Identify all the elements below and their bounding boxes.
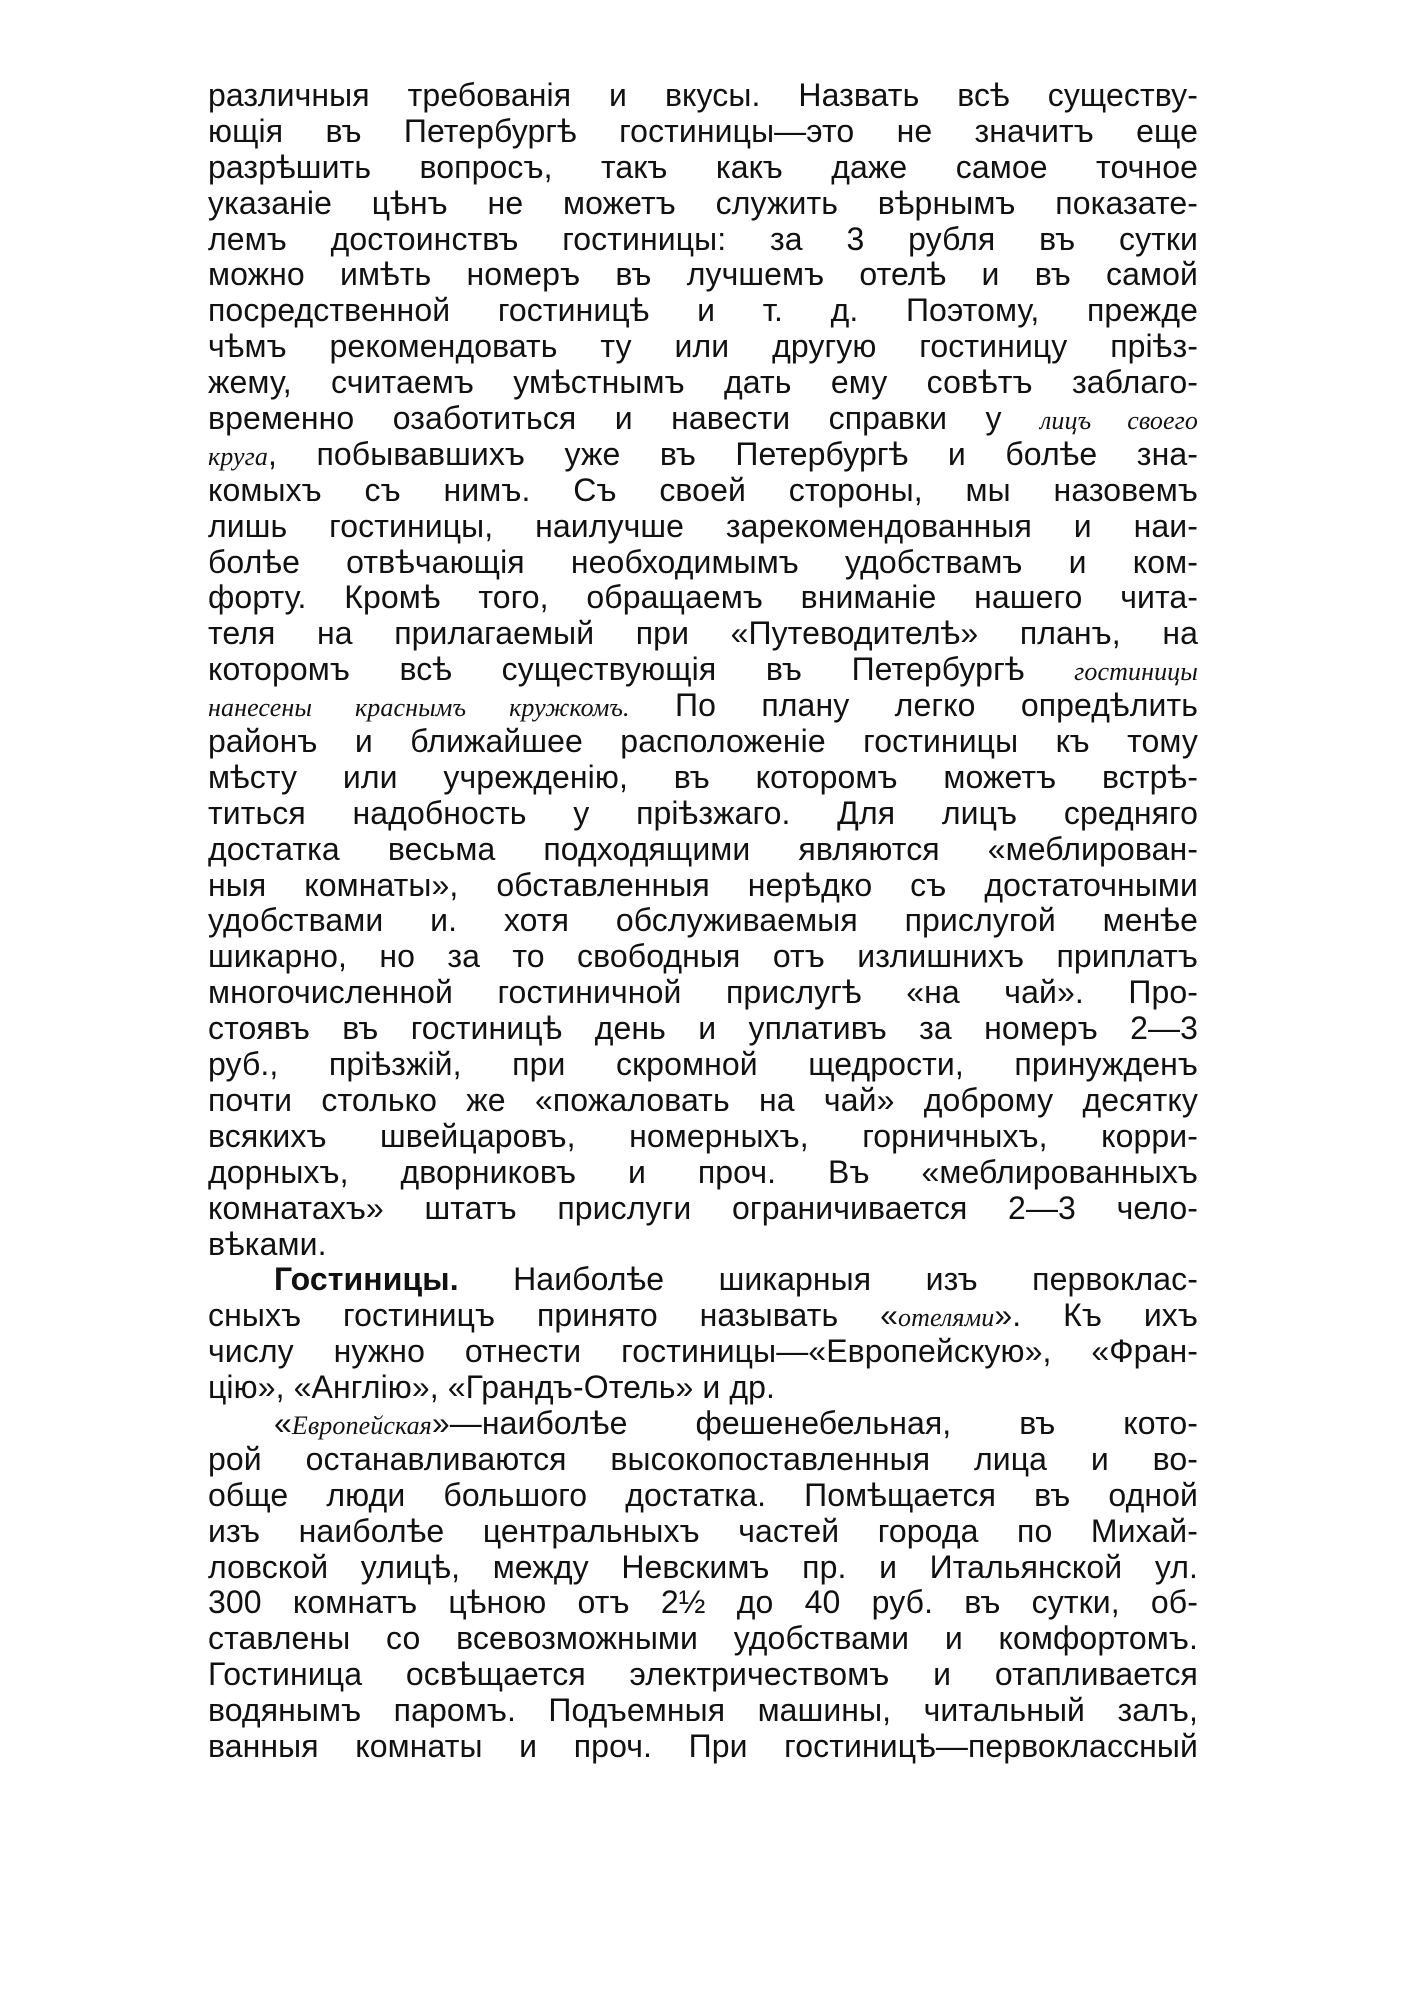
- text-run: стоявъ въ гостиницѣ день и уплативъ за номеръ 2—3: [208, 1010, 1198, 1047]
- text-run: теля на прилагаемый при «Путеводителѣ» планъ, на: [208, 615, 1198, 652]
- text-run: мѣсту или учрежденію, въ которомъ можетъ встрѣ-: [208, 758, 1198, 795]
- text-run: По плану легко опредѣлить: [629, 687, 1198, 724]
- text-line: [208, 1334, 1198, 1370]
- text-line: [208, 1693, 1198, 1729]
- text-run: почти столько же «пожаловать на чай» доброму десятку: [208, 1081, 1198, 1118]
- text-run: удобствами и. хотя обслуживаемыя прислугой менѣе: [208, 902, 1198, 939]
- text-run: титься надобность у пріѣзжаго. Для лицъ средняго: [208, 794, 1198, 831]
- italic-text: нанесены краснымъ кружкомъ.: [208, 693, 630, 723]
- text-run: ванныя комнаты и проч. При гостиницѣ—первоклассный: [208, 1727, 1198, 1764]
- text-line: [208, 401, 1198, 437]
- text-line: [208, 257, 1198, 293]
- italic-text: круга: [208, 441, 269, 471]
- text-run: временно озаботиться и навести справки у: [208, 400, 1040, 437]
- text-line: [208, 868, 1198, 904]
- text-line: [208, 1191, 1198, 1227]
- text-run: болѣе отвѣчающія необходимымъ удобствамъ и ком-: [208, 543, 1198, 580]
- text-line: [208, 150, 1198, 186]
- text-run: рой останавливаются высокопоставленныя лица и во-: [208, 1440, 1198, 1477]
- text-run: 300 комнатъ цѣною отъ 2½ до 40 руб. въ сутки, об-: [208, 1584, 1198, 1621]
- text-run: лишь гостиницы, наилучше зарекомендованныя и наи-: [208, 507, 1198, 544]
- text-run: Наиболѣе шикарныя изъ первоклас-: [458, 1261, 1198, 1298]
- text-run: цію», «Англію», «Грандъ-Отель» и др.: [208, 1369, 776, 1406]
- text-run: ныя комнаты», обставленныя нерѣдко съ достаточными: [208, 866, 1198, 903]
- text-line: [208, 796, 1198, 832]
- text-line: [208, 1047, 1198, 1083]
- text-line: [208, 1406, 1198, 1442]
- text-run: шикарно, но за то свободныя отъ излишнихъ приплатъ: [208, 938, 1198, 975]
- text-run: всякихъ швейцаровъ, номерныхъ, горничныхъ, корри-: [208, 1117, 1198, 1154]
- text-line: [208, 222, 1198, 258]
- text-run: числу нужно отнести гостиницы—«Европейскую», «Фран-: [208, 1333, 1198, 1370]
- text-line: [208, 329, 1198, 365]
- text-line: [208, 832, 1198, 868]
- text-run: Гостиница освѣщается электричествомъ и отапливается: [208, 1656, 1198, 1693]
- text-run: обще люди большого достатка. Помѣщается въ одной: [208, 1476, 1198, 1513]
- text-line: [208, 186, 1198, 222]
- text-line: [208, 1478, 1198, 1514]
- text-run: изъ наиболѣе центральныхъ частей города по Михай-: [208, 1512, 1198, 1549]
- text-run: комыхъ съ нимъ. Съ своей стороны, мы назовемъ: [208, 471, 1198, 508]
- text-run: районъ и ближайшее расположеніе гостиницы къ тому: [208, 723, 1198, 760]
- text-run: лемъ достоинствъ гостиницы: за 3 рубля въ сутки: [208, 220, 1198, 257]
- text-line: [208, 975, 1198, 1011]
- text-run: различныя требованія и вкусы. Назвать всѣ существу-: [208, 77, 1198, 113]
- text-line: [208, 114, 1198, 150]
- text-run: дорныхъ, дворниковъ и проч. Въ «меблированныхъ: [208, 1153, 1198, 1190]
- text-line: [208, 293, 1198, 329]
- text-run: посредственной гостиницѣ и т. д. Поэтому, прежде: [208, 292, 1198, 329]
- text-run: жему, считаемъ умѣстнымъ дать ему совѣтъ заблаго-: [208, 364, 1198, 401]
- text-line: [208, 1155, 1198, 1191]
- text-run: которомъ всѣ существующія въ Петербургѣ: [208, 651, 1075, 688]
- text-line: [208, 1227, 1198, 1263]
- text-line: [208, 1514, 1198, 1550]
- text-line: [208, 1011, 1198, 1047]
- text-run: сныхъ гостиницъ принято называть «: [208, 1297, 898, 1334]
- text-run: многочисленной гостиничной прислугѣ «на чай». Про-: [208, 974, 1198, 1011]
- text-run: ставлены со всевозможными удобствами и комфортомъ.: [208, 1620, 1198, 1657]
- text-line: [208, 1262, 1198, 1298]
- text-line: [208, 509, 1198, 545]
- bold-heading: Гостиницы.: [274, 1261, 459, 1298]
- text-run: разрѣшить вопросъ, такъ какъ даже самое точное: [208, 148, 1198, 185]
- text-line: [208, 1621, 1198, 1657]
- text-run: чѣмъ рекомендовать ту или другую гостиницу пріѣз-: [208, 328, 1198, 365]
- text-run: ющія въ Петербургѣ гостиницы—это не значитъ еще: [208, 112, 1198, 149]
- text-run: ». Къ ихъ: [994, 1297, 1198, 1334]
- text-line: [208, 616, 1198, 652]
- text-line: [208, 1657, 1198, 1693]
- text-line: [208, 1585, 1198, 1621]
- text-line: [208, 1442, 1198, 1478]
- text-run: »—наиболѣе фешенебельная, въ кото-: [431, 1404, 1198, 1441]
- text-run: , побывавшихъ уже въ Петербургѣ и болѣе зна-: [268, 435, 1198, 472]
- text-run: можно имѣть номеръ въ лучшемъ отелѣ и въ самой: [208, 256, 1198, 293]
- text-run: руб., пріѣзжій, при скромной щедрости, принужденъ: [208, 1046, 1198, 1083]
- text-line: [208, 365, 1198, 401]
- text-line: [208, 1550, 1198, 1586]
- text-run: ловской улицѣ, между Невскимъ пр. и Итальянской ул.: [208, 1548, 1198, 1585]
- text-line: [208, 580, 1198, 616]
- text-run: комнатахъ» штатъ прислуги ограничивается 2—3 чело-: [208, 1189, 1198, 1226]
- page-body: [208, 78, 1198, 1765]
- text-line: [208, 1119, 1198, 1155]
- text-line: [208, 437, 1198, 473]
- italic-text: отелями: [898, 1303, 995, 1333]
- text-run: достатка весьма подходящими являются «меблирован-: [208, 830, 1198, 867]
- text-run: указаніе цѣнъ не можетъ служить вѣрнымъ показате-: [208, 184, 1198, 221]
- text-run: форту. Кромѣ того, обращаемъ вниманіе нашего чита-: [208, 579, 1198, 616]
- text-line: [208, 1298, 1198, 1334]
- text-line: [208, 688, 1198, 724]
- text-line: [208, 903, 1198, 939]
- text-line: [208, 1729, 1198, 1765]
- text-line: [208, 545, 1198, 581]
- text-line: [208, 939, 1198, 975]
- text-line: [208, 1370, 1198, 1406]
- text-line: [208, 724, 1198, 760]
- text-line: [208, 78, 1198, 114]
- text-line: [208, 473, 1198, 509]
- text-run: водянымъ паромъ. Подъемныя машины, читальный залъ,: [208, 1692, 1198, 1729]
- text-run: «: [274, 1404, 292, 1441]
- italic-text: гостиницы: [1074, 657, 1198, 687]
- text-run: вѣками.: [208, 1225, 327, 1262]
- text-line: [208, 760, 1198, 796]
- italic-text: Европейская: [291, 1410, 432, 1440]
- text-line: [208, 1083, 1198, 1119]
- italic-text: лицъ своего: [1039, 406, 1198, 436]
- text-line: [208, 652, 1198, 688]
